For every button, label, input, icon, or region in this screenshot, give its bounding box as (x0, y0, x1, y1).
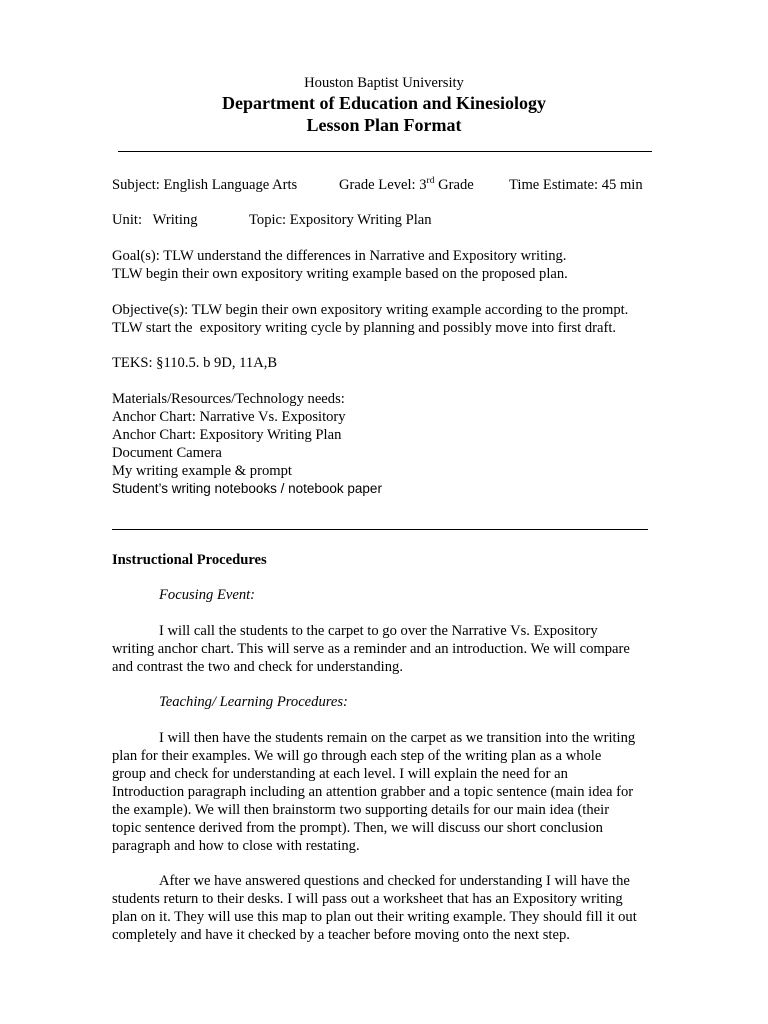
paragraph-line: students return to their desks. I will pass out a worksheet that has an Expository writing (112, 891, 623, 907)
teaching-procedures-paragraph (112, 729, 652, 855)
paragraph-line: and contrast the two and check for understanding. (112, 659, 403, 675)
paragraph-line: topic sentence derived from the prompt). Then, we will discuss our short conclusion (112, 820, 603, 836)
materials-item: Anchor Chart: Expository Writing Plan (112, 427, 342, 443)
teaching-procedures-label: Teaching/ Learning Procedures: (159, 694, 348, 710)
focusing-event-label: Focusing Event: (159, 587, 256, 603)
topic-field: Topic: Expository Writing Plan (249, 212, 432, 228)
focusing-event-paragraph (112, 622, 652, 676)
paragraph-line: the example). We will then brainstorm two supporting details for our main idea (their (112, 802, 610, 818)
university-name: Houston Baptist University (304, 75, 464, 91)
paragraph-line: Introduction paragraph including an attention grabber and a topic sentence (main idea for (112, 784, 634, 800)
after-questions-paragraph (112, 872, 652, 944)
grade-level-prefix: Grade Level: 3 (339, 177, 427, 193)
materials-section (112, 390, 652, 498)
goals-line: TLW begin their own expository writing example based on the proposed plan. (112, 266, 568, 282)
materials-item: My writing example & prompt (112, 463, 292, 479)
materials-item: Anchor Chart: Narrative Vs. Expository (112, 409, 346, 425)
paragraph-line: I will then have the students remain on the carpet as we transition into the writing (159, 730, 636, 746)
paragraph-line: After we have answered questions and checked for understanding I will have the (159, 873, 630, 889)
grade-level-superscript: rd (426, 176, 435, 186)
paragraph-line: plan for their examples. We will go through each step of the writing plan as a whole (112, 748, 602, 764)
materials-item: Student’s writing notebooks / notebook paper (112, 481, 382, 496)
grade-level-field (339, 176, 474, 194)
time-estimate-field: Time Estimate: 45 min (509, 177, 643, 193)
paragraph-line: completely and have it checked by a teacher before moving onto the next step. (112, 927, 570, 943)
header-divider (118, 151, 652, 152)
grade-level-suffix: Grade (434, 177, 474, 193)
goals-section (112, 247, 652, 283)
paragraph-line: I will call the students to the carpet to go over the Narrative Vs. Expository (159, 623, 598, 639)
materials-item: Document Camera (112, 445, 222, 461)
paragraph-line: group and check for understanding at each level. I will explain the need for an (112, 766, 568, 782)
unit-field: Unit: Writing (112, 212, 198, 228)
objectives-line: TLW start the expository writing cycle by planning and possibly move into first draft. (112, 320, 617, 336)
subject-field: Subject: English Language Arts (112, 177, 298, 193)
goals-line: Goal(s): TLW understand the differences in Narrative and Expository writing. (112, 248, 567, 264)
format-title: Lesson Plan Format (306, 115, 462, 135)
department-title: Department of Education and Kinesiology (221, 93, 547, 113)
teks-field: TEKS: §110.5. b 9D, 11A,B (112, 355, 278, 371)
section-divider (112, 529, 648, 530)
paragraph-line: writing anchor chart. This will serve as a reminder and an introduction. We will compare (112, 641, 630, 657)
paragraph-line: paragraph and how to close with restating. (112, 838, 360, 854)
paragraph-line: plan on it. They will use this map to plan out their writing example. They should fill it out (112, 909, 637, 925)
objectives-section (112, 301, 652, 337)
procedures-heading: Instructional Procedures (112, 552, 267, 568)
objectives-line: Objective(s): TLW begin their own expository writing example according to the prompt. (112, 302, 629, 318)
materials-heading: Materials/Resources/Technology needs: (112, 391, 345, 407)
